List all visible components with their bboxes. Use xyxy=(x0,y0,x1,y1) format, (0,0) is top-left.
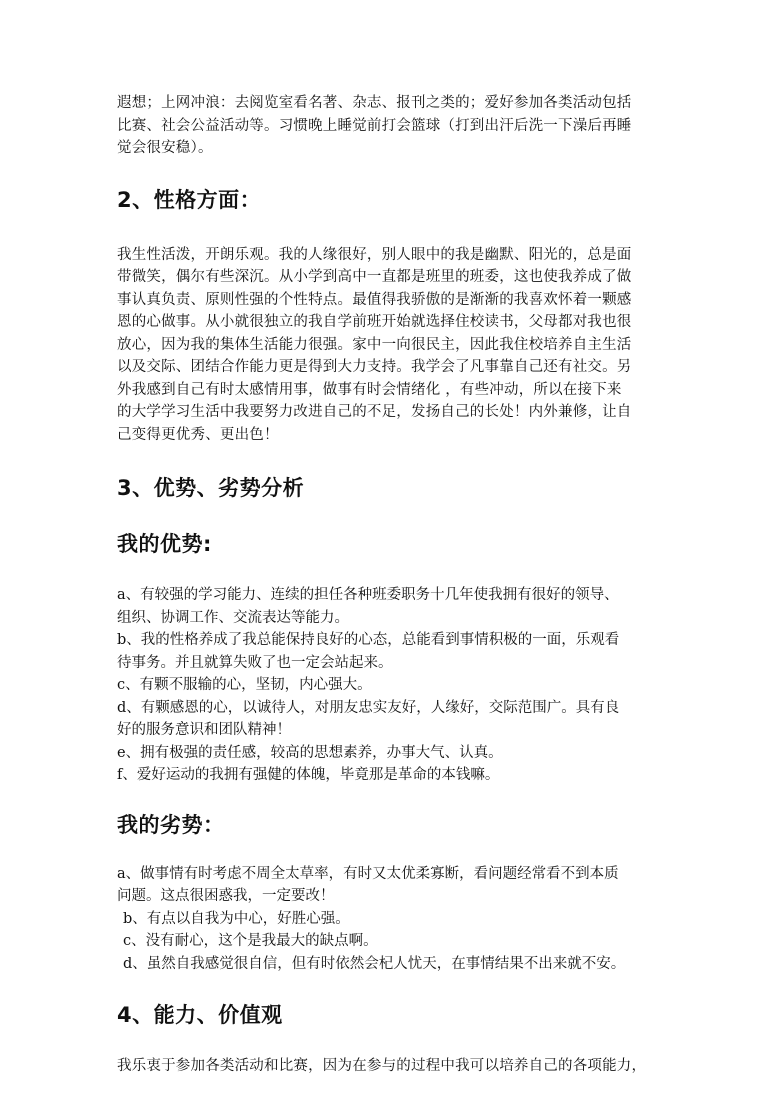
personality-paragraph xyxy=(117,244,662,447)
paragraph-line: 遐想；上网冲浪：去阅览室看名著、杂志、报刊之类的；爱好参加各类活动包括 xyxy=(117,95,632,111)
document-page xyxy=(117,92,662,1078)
strengths-list xyxy=(117,584,662,787)
paragraph-line: 的大学学习生活中我要努力改进自己的不足，发扬自己的长处！内外兼修，让自 xyxy=(117,404,632,420)
paragraph-line: 比赛、社会公益活动等。习惯晚上睡觉前打会篮球（打到出汗后洗一下澡后再睡 xyxy=(117,117,632,134)
list-item: e、拥有极强的责任感，较高的思想素养，办事大气、认真。 xyxy=(117,744,503,761)
list-item: b、我的性格养成了我总能保持良好的心态，总能看到事情积极的一面，乐观看 待事务。并且就算失败了也一定会站起来。 xyxy=(117,632,620,671)
list-item: f、爱好运动的我拥有强健的体魄，毕竟那是革命的本钱嘛。 xyxy=(117,767,500,783)
paragraph-line: 觉会很安稳）。 xyxy=(117,140,213,156)
weaknesses-heading: 我的劣势： xyxy=(117,812,225,837)
list-item: c、有颗不服输的心，坚韧，内心强大。 xyxy=(117,677,372,693)
list-item: a、做事情有时考虑不周全太草率，有时又太优柔寡断，看问题经常看不到本质 问题。这点很困惑我，一定要改！ xyxy=(117,865,619,904)
paragraph-line: 我生性活泼，开朗乐观。我的人缘很好，别人眼中的我是幽默、阳光的，总是面 xyxy=(117,246,632,263)
paragraph-line: 放心，因为我的集体生活能力很强。家中一向很民主，因此我住校培养自主生活 xyxy=(117,336,632,353)
section-heading-swot: 3、优势、劣势分析 xyxy=(117,476,305,500)
list-item: c、没有耐心，这个是我最大的缺点啊。 xyxy=(123,933,378,949)
paragraph-line: 我乐衷于参加各类活动和比赛，因为在参与的过程中我可以培养自己的各项能力， xyxy=(117,1058,647,1074)
weaknesses-list xyxy=(117,863,662,976)
paragraph-line: 恩的心做事。从小就很独立的我自学前班开始就选择住校读书，父母都对我也很 xyxy=(117,314,632,330)
paragraph-line: 己变得更优秀、更出色！ xyxy=(117,426,279,443)
paragraph-line: 外我感到自己有时太感情用事，做事有时会情绪化 ，有些冲动，所以在接下来 xyxy=(117,381,622,398)
paragraph-line: 事认真负责、原则性强的个性特点。最值得我骄傲的是渐渐的我喜欢怀着一颗感 xyxy=(117,291,632,308)
section-heading-values: 4、能力、价值观 xyxy=(117,1003,283,1027)
paragraph-line: 以及交际、团结合作能力更是得到大力支持。我学会了凡事靠自己还有社交。另 xyxy=(117,359,632,375)
section-heading-personality: 2、性格方面： xyxy=(117,187,262,212)
list-item: d、有颗感恩的心，以诚待人，对朋友忠实友好，人缘好，交际范围广。具有良 好的服务意识和团队精神！ xyxy=(117,699,620,738)
list-item: a、有较强的学习能力、连续的担任各种班委职务十几年使我拥有很好的领导、 组织、协调工作、交流表达等能力。 xyxy=(117,587,619,626)
intro-paragraph xyxy=(117,92,662,160)
list-item: b、有点以自我为中心，好胜心强。 xyxy=(123,910,350,927)
strengths-heading: 我的优势: xyxy=(117,532,212,556)
paragraph-line: 带微笑，偶尔有些深沉。从小学到高中一直都是班里的班委，这也使我养成了做 xyxy=(117,269,632,285)
values-paragraph xyxy=(117,1055,662,1078)
list-item: d、虽然自我感觉很自信，但有时依然会杞人忧天，在事情结果不出来就不安。 xyxy=(123,955,626,972)
